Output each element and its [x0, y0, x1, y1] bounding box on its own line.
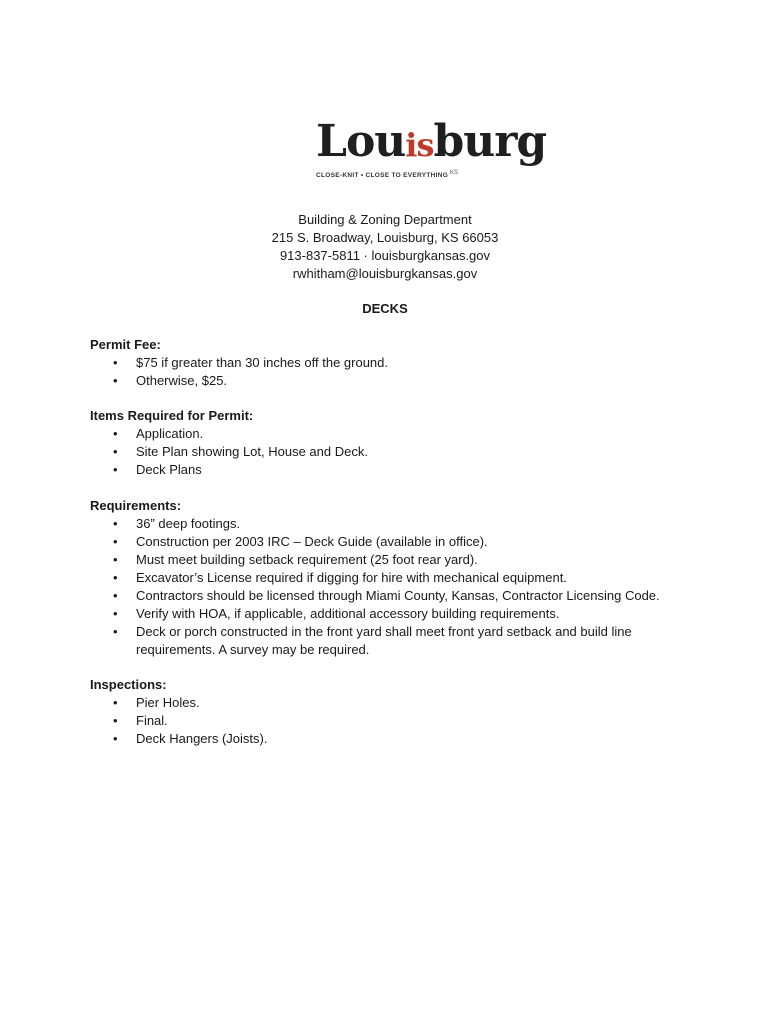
section-heading: Inspections: [90, 677, 167, 692]
logo-word-post: burg [433, 116, 547, 167]
list-item: • Final. [90, 712, 690, 730]
list-item: • 36” deep footings. [90, 515, 690, 533]
bullet-list [90, 354, 690, 390]
list-item: • Deck Hangers (Joists). [90, 730, 690, 748]
section-requirements [90, 497, 690, 659]
list-item: • Must meet building setback requirement (25 foot rear yard). [90, 551, 690, 569]
louisburg-logo [300, 112, 547, 192]
list-item: • Deck or porch constructed in the front yard shall meet front yard setback and build line requirements. A survey may be required. [90, 623, 690, 659]
section-heading: Items Required for Permit: [90, 408, 254, 423]
department-header [0, 211, 770, 283]
list-item: • Contractors should be licensed through Miami County, Kansas, Contractor Licensing Code. [90, 587, 690, 605]
section-inspections [90, 676, 690, 748]
section-permit-fee [90, 336, 690, 390]
logo-wordmark [316, 112, 546, 175]
list-item: • $75 if greater than 30 inches off the ground. [90, 354, 690, 372]
department-email: rwhitham@louisburgkansas.gov [292, 266, 478, 281]
list-item: • Application. [90, 425, 690, 443]
list-item: • Otherwise, $25. [90, 372, 690, 390]
list-item: • Construction per 2003 IRC – Deck Guide (available in office). [90, 533, 690, 551]
section-heading: Permit Fee: [90, 337, 161, 352]
bullet-list [90, 694, 690, 748]
department-contact: 913-837-5811 · louisburgkansas.gov [279, 248, 491, 263]
logo-state-mark: KS [450, 170, 459, 176]
logo-tagline: CLOSE-KNIT • CLOSE TO EVERYTHING [316, 172, 449, 179]
logo-word-accent: is [405, 126, 434, 164]
list-item: • Verify with HOA, if applicable, additional accessory building requirements. [90, 605, 690, 623]
bullet-list [90, 425, 690, 479]
department-address: 215 S. Broadway, Louisburg, KS 66053 [271, 230, 499, 245]
bullet-list [90, 515, 690, 659]
section-items-required [90, 407, 690, 479]
list-item: • Deck Plans [90, 461, 690, 479]
list-item: • Site Plan showing Lot, House and Deck. [90, 443, 690, 461]
logo-word-pre: Lou [316, 116, 406, 167]
department-name: Building & Zoning Department [298, 212, 472, 227]
list-item: • Excavator’s License required if digging for hire with mechanical equipment. [90, 569, 690, 587]
list-item: • Pier Holes. [90, 694, 690, 712]
page-title: DECKS [362, 301, 408, 316]
section-heading: Requirements: [90, 498, 182, 513]
